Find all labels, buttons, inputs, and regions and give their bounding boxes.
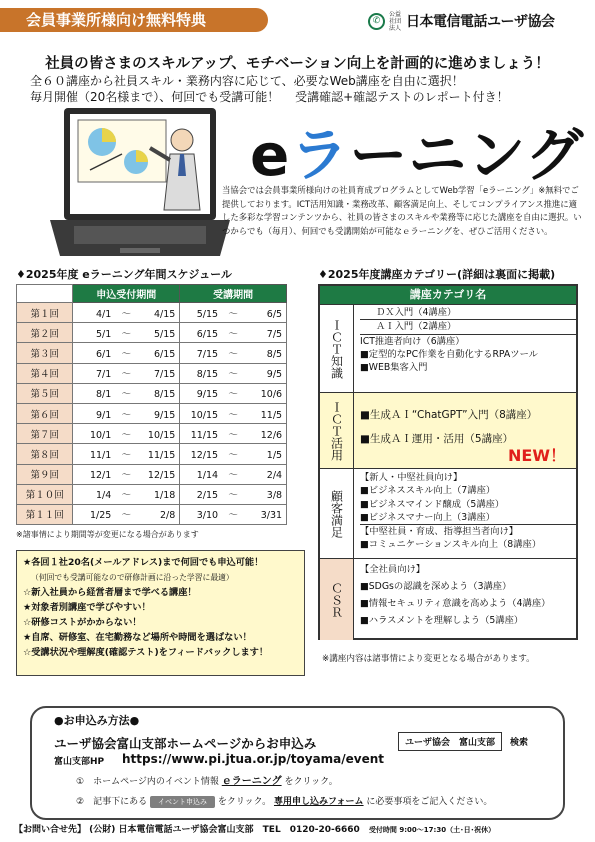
- application-box: [30, 706, 565, 820]
- course-business-skill: ■ビジネススキル向上（7講座）: [360, 485, 496, 497]
- attend-period: [180, 403, 287, 423]
- attend-end: 11/5: [260, 409, 283, 421]
- customer-satisfaction-label-text: 顧客満足: [329, 489, 344, 538]
- step-1: [76, 772, 338, 787]
- apply-period: [73, 323, 180, 343]
- attend-period: [180, 343, 287, 363]
- round-number: 第２回: [17, 323, 73, 343]
- footer-contact: [14, 822, 584, 835]
- attend-period: [180, 504, 287, 524]
- branch-url-link[interactable]: https://www.pi.jtua.or.jp/toyama/event: [122, 752, 385, 766]
- schedule-row: [17, 383, 287, 403]
- attend-end: 1/5: [266, 449, 283, 461]
- apply-title: ●お申込み方法●: [54, 714, 140, 727]
- apply-main: ユーザ協会富山支部ホームページからお申込み: [54, 736, 317, 751]
- csr-label: [320, 558, 354, 640]
- apply-start: 6/1: [96, 348, 112, 360]
- tilde: ～: [228, 409, 238, 421]
- apply-end: 5/15: [153, 328, 176, 340]
- intro-line-2: 全６０講座から社員スキル・業務内容に応じて、必要なWeb講座を自由に選択！: [30, 74, 464, 88]
- benefit-6: ☆受講状況や理解度(確認テスト)をフィードバックします！: [23, 647, 269, 658]
- ict-knowledge-items: [354, 304, 576, 392]
- course-chatgpt: ■生成ＡＩ“ChatGPT”入門（8講座）: [360, 409, 538, 421]
- ict-use-items: [354, 392, 576, 468]
- tilde: ～: [228, 389, 238, 401]
- schedule-row: [17, 323, 287, 343]
- search-label: 検索: [510, 738, 529, 748]
- course-harassment: ■ハラスメントを理解しよう（5講座）: [360, 615, 524, 626]
- elearning-title: [250, 108, 584, 192]
- schedule-row: [17, 363, 287, 383]
- attend-end: 7/5: [266, 328, 283, 340]
- category-header: 講座カテゴリ名: [320, 286, 576, 304]
- apply-start: 12/1: [89, 470, 112, 482]
- tilde: ～: [121, 449, 132, 461]
- apply-start: 8/1: [96, 389, 112, 401]
- attend-start: 6/15: [196, 328, 219, 340]
- benefit-5: ★自席、研修室、在宅勤務など場所や時間を選ばない！: [23, 632, 252, 643]
- attend-period: [180, 363, 287, 383]
- apply-end: 6/15: [153, 348, 176, 360]
- search-hint: [398, 732, 528, 751]
- benefit-1-sub: （何回でも受講可能なので研修計画に沿った学習に最適）: [31, 573, 234, 582]
- apply-period: [73, 343, 180, 363]
- course-gen-ai: ■生成ＡＩ運用・活用（5講座）: [360, 433, 514, 445]
- benefit-2: ☆新入社員から経営者層まで学べる講座！: [23, 587, 197, 598]
- apply-period: [73, 504, 180, 524]
- course-communication: ■コミュニケーションスキル向上（8講座）: [360, 539, 542, 551]
- attend-start: 11/15: [190, 429, 219, 441]
- round-number: 第６回: [17, 403, 73, 423]
- elearning-link[interactable]: ｅラーニング: [221, 776, 282, 787]
- schedule-header-row: [17, 285, 287, 303]
- step-2-text: ② 記事下にある: [76, 797, 148, 807]
- attend-start: 12/15: [190, 449, 219, 461]
- target-all: 【全社員向け】: [360, 564, 426, 575]
- apply-end: 10/15: [147, 429, 176, 441]
- course-business-mind: ■ビジネスマインド醸成（5講座）: [360, 498, 505, 510]
- attend-period: [180, 383, 287, 403]
- ict-use-label-text: ＩＣＴ活用: [329, 400, 344, 461]
- round-number: 第９回: [17, 464, 73, 484]
- attend-period: [180, 484, 287, 504]
- schedule-row: [17, 444, 287, 464]
- footer-org: (公財) 日本電信電話ユーザ協会富山支部: [89, 825, 254, 835]
- apply-end: 7/15: [153, 369, 176, 381]
- apply-period: [73, 303, 180, 323]
- step-2-text-end: に必要事項をご記入ください。: [366, 797, 493, 807]
- hp-label: 富山支部HP: [54, 757, 105, 767]
- step-2-text-mid: をクリック。: [217, 797, 272, 807]
- benefits-box: [16, 550, 305, 676]
- attend-period: [180, 323, 287, 343]
- association-name: 日本電信電話ユーザ協会: [406, 14, 555, 30]
- attend-period: [180, 464, 287, 484]
- tilde: ～: [121, 389, 132, 401]
- attend-end: 9/5: [266, 369, 283, 381]
- attend-start: 9/15: [196, 389, 219, 401]
- csr-label-text: ＣＳＲ: [329, 581, 344, 618]
- tilde: ～: [228, 510, 238, 522]
- schedule-row: [17, 403, 287, 423]
- schedule-row: [17, 504, 287, 524]
- apply-end: 8/15: [153, 389, 176, 401]
- tilde: ～: [121, 409, 132, 421]
- ict-knowledge-label: [320, 304, 354, 392]
- attend-start: 8/15: [196, 369, 219, 381]
- round-number: 第７回: [17, 424, 73, 444]
- footer-label: 【お問い合せ先】: [14, 825, 87, 835]
- apply-end: 12/15: [147, 470, 176, 482]
- header-banner: 会員事業所様向け無料特典: [0, 8, 268, 32]
- schedule-row: [17, 303, 287, 323]
- course-security: ■情報セキュリティ意識を高めよう（4講座）: [360, 598, 551, 609]
- target-new-mid: 【新人・中堅社員向け】: [360, 472, 463, 483]
- apply-form-link[interactable]: 専用申し込みフォーム: [273, 797, 364, 807]
- step-2: [76, 794, 492, 808]
- apply-start: 4/1: [96, 308, 112, 320]
- tilde: ～: [228, 449, 238, 461]
- tilde: ～: [228, 348, 238, 360]
- apply-end: 1/18: [153, 490, 176, 502]
- round-number: 第１０回: [17, 484, 73, 504]
- step-1-text: ① ホームページ内のイベント情報: [76, 777, 219, 787]
- schedule-row: [17, 343, 287, 363]
- apply-start: 11/1: [89, 449, 112, 461]
- association-logo: [368, 10, 588, 32]
- tilde: ～: [228, 308, 238, 320]
- category-box: [318, 284, 578, 640]
- search-keyword-box: ユーザ協会 富山支部: [398, 732, 502, 751]
- attend-end: 10/6: [260, 389, 283, 401]
- apply-period: [73, 484, 180, 504]
- association-type: 公益 社団法人: [389, 10, 402, 32]
- apply-period: [73, 424, 180, 444]
- col-attend-period: 受講期間: [180, 285, 287, 303]
- footer-hours: 受付時間 9:00～17:30（土･日･祝休）: [368, 826, 496, 834]
- apply-start: 1/25: [89, 510, 112, 522]
- tilde: ～: [228, 490, 238, 502]
- attend-end: 6/5: [266, 308, 283, 320]
- benefit-1: ★各回１社20名(メールアドレス)まで何回でも申込可能！: [23, 557, 264, 568]
- round-number: 第３回: [17, 343, 73, 363]
- course-ict-promoter: ICT推進者向け（6講座）: [360, 335, 465, 347]
- tilde: ～: [121, 369, 132, 381]
- event-apply-button[interactable]: イベント申込み: [150, 796, 215, 808]
- attend-end: 3/8: [266, 490, 283, 502]
- new-badge: NEW！: [508, 446, 566, 465]
- apply-start: 9/1: [96, 409, 112, 421]
- customer-satisfaction-label: [320, 468, 354, 558]
- apply-end: 9/15: [153, 409, 176, 421]
- round-number: 第５回: [17, 383, 73, 403]
- association-emblem-icon: ✆: [368, 13, 385, 30]
- tilde: ～: [228, 328, 238, 340]
- benefit-4: ☆研修コストがかからない！: [23, 617, 142, 628]
- attend-end: 2/4: [266, 470, 283, 482]
- tilde: ～: [228, 470, 238, 482]
- attend-end: 3/31: [260, 510, 283, 522]
- category-title: ♦2025年度講座カテゴリー(詳細は裏面に掲載): [318, 268, 556, 281]
- tilde: ～: [121, 429, 132, 441]
- tilde: ～: [121, 490, 132, 502]
- tilde: ～: [121, 308, 132, 320]
- ict-use-label: [320, 392, 354, 468]
- course-rpa: ■定型的なPC作業を自動化するRPAツール: [360, 348, 538, 360]
- intro-description: 当協会では会員事業所様向けの社員育成プログラムとしてWeb学習「eラーニング」※無料でご提供しております。ICT活用知識・業務改革、顧客満足向上、そしてコンプライアンス推進に適した多彩な学習コンテンツから、社員の皆さまのスキルや業務等に応じた講座を自由に選択。いつからでも（毎月）、何回でも受講開始が可能なｅラーニングを、ぜひご活用ください。: [222, 185, 582, 236]
- course-business-manner: ■ビジネスマナー向上（3講座）: [360, 511, 496, 523]
- course-sdgs: ■SDGsの認識を深めよう（3講座）: [360, 581, 512, 592]
- benefit-3: ★対象者別講座で学びやすい！: [23, 602, 151, 613]
- attend-start: 10/15: [190, 409, 219, 421]
- course-web-marketing: ■WEB集客入門: [360, 362, 428, 374]
- tilde: ～: [121, 510, 132, 522]
- round-number: 第４回: [17, 363, 73, 383]
- attend-end: 8/5: [266, 348, 283, 360]
- apply-end: 11/15: [147, 449, 176, 461]
- apply-end: 4/15: [153, 308, 176, 320]
- apply-period: [73, 464, 180, 484]
- attend-period: [180, 444, 287, 464]
- tilde: ～: [121, 328, 132, 340]
- schedule-row: [17, 484, 287, 504]
- step-1-text-end: をクリック。: [284, 777, 338, 787]
- attend-period: [180, 424, 287, 444]
- apply-start: 5/1: [96, 328, 112, 340]
- attend-start: 2/15: [196, 490, 219, 502]
- round-number: 第１１回: [17, 504, 73, 524]
- apply-period: [73, 403, 180, 423]
- apply-end: 2/8: [160, 510, 176, 522]
- schedule-row: [17, 424, 287, 444]
- attend-end: 12/6: [260, 429, 283, 441]
- tilde: ～: [228, 429, 238, 441]
- apply-period: [73, 444, 180, 464]
- tilde: ～: [121, 348, 132, 360]
- attend-period: [180, 303, 287, 323]
- apply-period: [73, 363, 180, 383]
- tilde: ～: [228, 369, 238, 381]
- schedule-note: ※諸事情により期間等が変更になる場合があります: [16, 530, 199, 539]
- apply-start: 1/4: [96, 490, 112, 502]
- attend-start: 7/15: [196, 348, 219, 360]
- headline: 社員の皆さまのスキルアップ、モチベーション向上を計画的に進めましょう！: [45, 56, 550, 72]
- laptop-presenter-illustration: [50, 106, 230, 264]
- ict-knowledge-label-text: ＩＣＴ知識: [329, 318, 344, 379]
- attend-start: 3/10: [196, 510, 219, 522]
- customer-satisfaction-items: [354, 468, 576, 558]
- schedule-row: [17, 464, 287, 484]
- apply-start: 7/1: [96, 369, 112, 381]
- attend-start: 1/14: [196, 470, 219, 482]
- title-rest: ラーニング: [290, 121, 585, 189]
- title-e: e: [250, 121, 291, 189]
- course-dx: ＤＸ入門（4講座）: [360, 306, 576, 320]
- category-note: ※講座内容は諸事情により変更となる場合があります。: [322, 654, 535, 664]
- schedule-title: ♦2025年度 eラーニング年間スケジュール: [16, 268, 232, 281]
- apply-start: 10/1: [89, 429, 112, 441]
- apply-period: [73, 383, 180, 403]
- footer-tel: TEL 0120-20-6660: [262, 825, 360, 835]
- tilde: ～: [121, 470, 132, 482]
- course-ai: ＡＩ入門（2講座）: [360, 320, 576, 334]
- target-mid-trainer: 【中堅社員・育成、指導担当者向け】: [360, 524, 576, 538]
- col-apply-period: 申込受付期間: [73, 285, 180, 303]
- intro-line-3: 毎月開催（20名様まで）、何回でも受講可能！ 受講確認+確認テストのレポート付き！: [30, 90, 509, 104]
- round-number: 第１回: [17, 303, 73, 323]
- round-number: 第８回: [17, 444, 73, 464]
- csr-items: [354, 558, 576, 640]
- schedule-table: [16, 284, 287, 525]
- attend-start: 5/15: [196, 308, 219, 320]
